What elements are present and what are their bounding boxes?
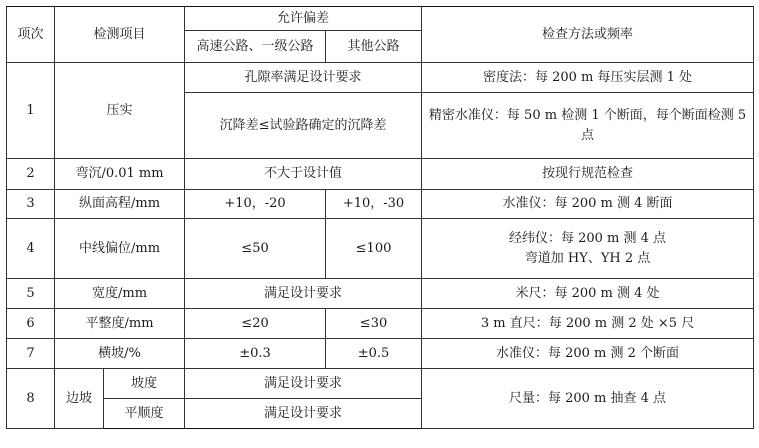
row-2-no: 2 [7, 159, 55, 190]
table-row [7, 159, 754, 190]
row-2-method: 按现行规范检查 [422, 159, 754, 190]
row-3-item: 纵面高程/mm [55, 190, 185, 219]
row-8-sub2-tolerance: 满足设计要求 [185, 399, 422, 429]
row-4-tolerance-highway: ≤50 [185, 219, 326, 279]
header-method: 检查方法或频率 [422, 7, 754, 63]
row-2-tolerance: 不大于设计值 [185, 159, 422, 190]
row-4-method-line-1: 经纬仪：每 200 m 测 4 点 [508, 230, 667, 246]
row-4-method-line-2: 弯道加 HY、YH 2 点 [524, 250, 651, 266]
header-tolerance: 允许偏差 [185, 7, 422, 31]
header-highway: 高速公路、一级公路 [185, 31, 326, 63]
table-row [7, 279, 754, 309]
row-4-no: 4 [7, 219, 55, 279]
row-8-sub2-name: 平顺度 [104, 399, 185, 429]
row-3-tolerance-other: +10，-30 [326, 190, 422, 219]
row-4-item: 中线偏位/mm [55, 219, 185, 279]
row-1-sub2-method: 精密水准仪：每 50 m 检测 1 个断面，每个断面检测 5 点 [422, 93, 754, 159]
header-row-1 [7, 7, 754, 31]
row-5-item: 宽度/mm [55, 279, 185, 309]
row-3-method: 水准仪：每 200 m 测 4 断面 [422, 190, 754, 219]
header-other-road: 其他公路 [326, 31, 422, 63]
header-no: 项次 [7, 7, 55, 63]
row-2-item: 弯沉/0.01 mm [55, 159, 185, 190]
row-4-tolerance-other: ≤100 [326, 219, 422, 279]
row-3-no: 3 [7, 190, 55, 219]
table-row [7, 63, 754, 93]
row-1-item: 压实 [55, 63, 185, 159]
row-5-no: 5 [7, 279, 55, 309]
row-3-tolerance-highway: +10，-20 [185, 190, 326, 219]
row-8-sub1-tolerance: 满足设计要求 [185, 369, 422, 399]
table-row [7, 339, 754, 369]
row-7-tolerance-highway: ±0.3 [185, 339, 326, 369]
row-5-tolerance: 满足设计要求 [185, 279, 422, 309]
row-8-method: 尺量：每 200 m 抽查 4 点 [422, 369, 754, 429]
row-6-tolerance-highway: ≤20 [185, 309, 326, 339]
table-row [7, 190, 754, 219]
row-8-no: 8 [7, 369, 55, 429]
table-row [7, 219, 754, 279]
row-7-no: 7 [7, 339, 55, 369]
row-7-item: 横坡/% [55, 339, 185, 369]
row-6-method: 3 m 直尺：每 200 m 测 2 处 ×5 尺 [422, 309, 754, 339]
row-7-method: 水准仪：每 200 m 测 2 个断面 [422, 339, 754, 369]
spec-table-container [6, 6, 754, 429]
header-item: 检测项目 [55, 7, 185, 63]
row-1-sub1-tolerance: 孔隙率满足设计要求 [185, 63, 422, 93]
row-6-no: 6 [7, 309, 55, 339]
row-6-tolerance-other: ≤30 [326, 309, 422, 339]
row-4-method [422, 219, 754, 279]
row-7-tolerance-other: ±0.5 [326, 339, 422, 369]
row-8-item: 边坡 [55, 369, 104, 429]
row-6-item: 平整度/mm [55, 309, 185, 339]
row-1-sub1-method: 密度法：每 200 m 每压实层测 1 处 [422, 63, 754, 93]
row-1-sub2-tolerance: 沉降差≤试验路确定的沉降差 [185, 93, 422, 159]
row-5-method: 米尺：每 200 m 测 4 处 [422, 279, 754, 309]
row-1-no: 1 [7, 63, 55, 159]
table-row [7, 309, 754, 339]
inspection-spec-table [6, 6, 754, 429]
row-8-sub1-name: 坡度 [104, 369, 185, 399]
table-row [7, 369, 754, 399]
